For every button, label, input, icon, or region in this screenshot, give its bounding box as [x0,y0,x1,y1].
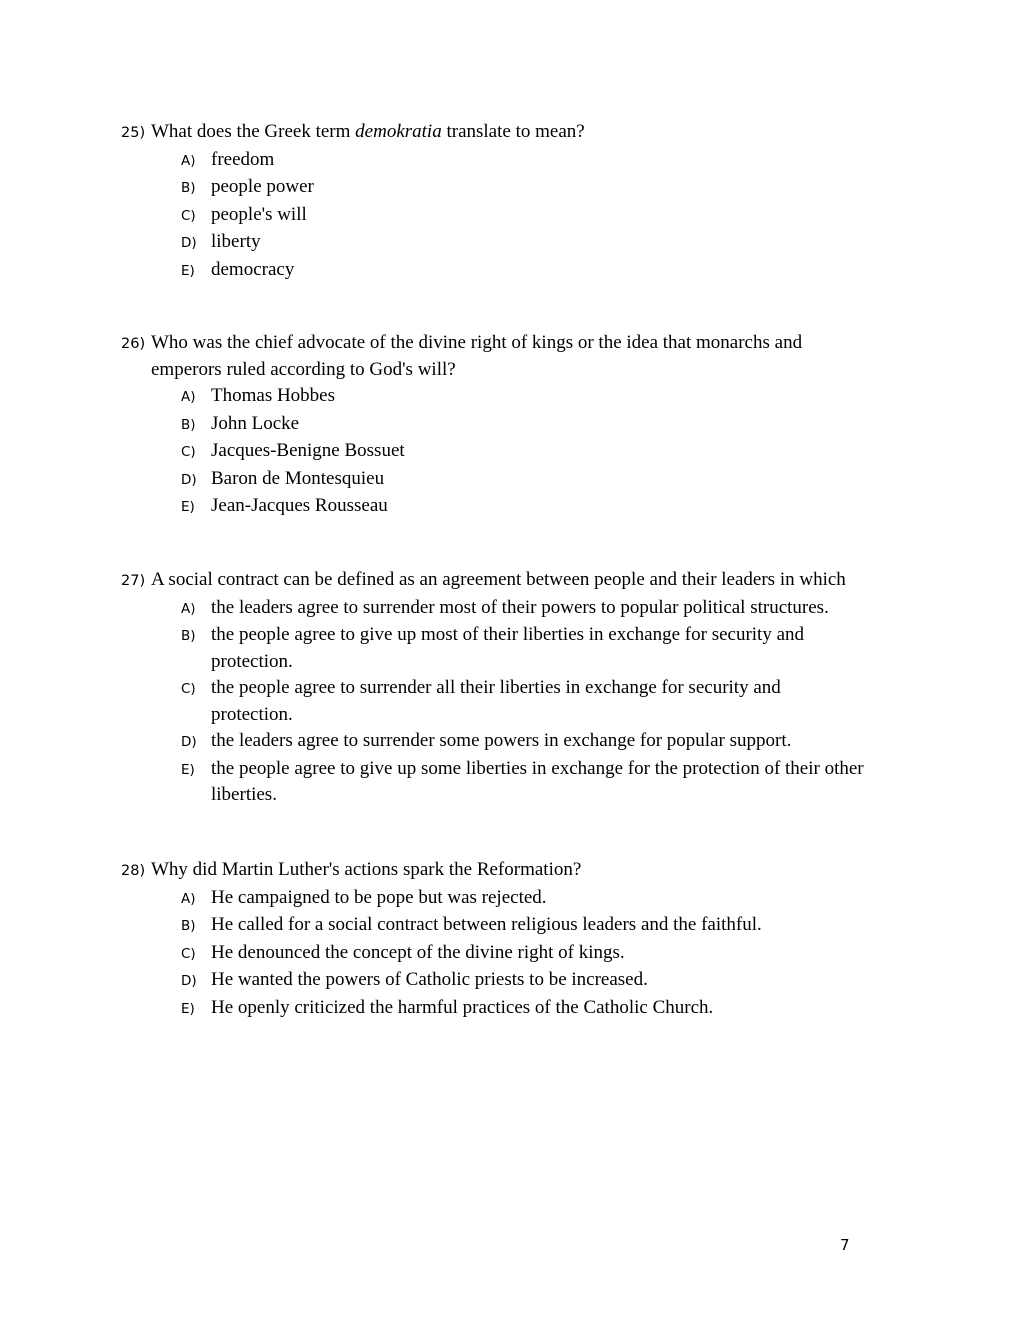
option-letter: A) [181,389,196,405]
option-text: liberty [211,231,261,252]
answer-option [181,147,911,175]
option-text: the leaders agree to surrender some powers in exchange for popular support. [211,730,792,751]
answer-option [181,202,911,230]
question-25 [121,119,911,284]
question-stem [121,330,911,383]
option-letter: D) [181,734,197,750]
option-letter: E) [181,1000,195,1017]
option-letter: B) [181,628,196,644]
option-letter: D) [181,235,197,251]
question-26 [121,330,911,521]
option-letter: C) [181,444,196,460]
answer-option [181,622,911,675]
option-text: people power [211,176,314,197]
option-text: He called for a social contract between religious leaders and the faithful. [211,914,762,935]
option-letter: D) [181,471,197,488]
question-stem [121,119,911,147]
answer-option [181,595,911,623]
answer-option [181,438,911,466]
answer-option [181,493,911,521]
answer-option [181,174,911,202]
answer-option [181,885,911,913]
answer-option [181,383,911,411]
question-text: Who was the chief advocate of the divine right of kings or the idea that monarchs and emperors ruled according to God's will? [151,332,803,380]
option-letter: C) [181,945,196,962]
option-text: the people agree to surrender all their liberties in exchange for security and protection. [211,677,781,725]
option-letter: D) [181,973,197,989]
answer-option [181,257,911,285]
question-stem [121,567,911,595]
option-text: Thomas Hobbes [211,385,336,406]
option-text: He denounced the concept of the divine right of kings. [211,941,625,963]
option-letter: A) [181,890,196,907]
option-letter: B) [181,918,196,934]
option-text: the people agree to give up some liberties in exchange for the protection of their other liberties. [211,757,864,805]
answer-option [181,940,911,968]
option-letter: E) [181,262,195,279]
option-letter: E) [181,761,195,778]
question-text: What does the Greek term demokratia translate to mean? [151,121,585,142]
italic-term: demokratia [355,121,442,142]
option-text: the people agree to give up most of their liberties in exchange for security and protection. [211,624,805,672]
option-letter: C) [181,207,196,224]
option-text: He openly criticized the harmful practices of the Catholic Church. [211,996,714,1018]
option-text: He campaigned to be pope but was rejected. [211,886,547,908]
option-text: Baron de Montesquieu [211,467,385,489]
question-number: 26) [121,336,146,352]
option-text: Jacques-Benigne Bossuet [211,440,405,461]
option-text: freedom [211,148,275,170]
option-letter: A) [181,152,196,169]
answer-option [181,675,911,728]
question-text: A social contract can be defined as an agreement between people and their leaders in which [151,569,846,590]
question-28 [121,857,911,1022]
answer-option [181,466,911,494]
answer-option [181,995,911,1023]
answer-option [181,756,911,809]
question-number: 25) [121,125,146,141]
answer-option [181,912,911,940]
question-number: 28) [121,863,146,879]
option-text: democracy [211,258,295,280]
answer-option [181,728,911,756]
question-27 [121,567,911,809]
option-letter: E) [181,499,195,515]
option-text: people's will [211,203,307,225]
question-text: Why did Martin Luther's actions spark the Reformation? [151,859,582,880]
answer-option [181,967,911,995]
option-letter: B) [181,416,196,433]
option-text: He wanted the powers of Catholic priests to be increased. [211,969,648,990]
page-number: 7 [840,1236,850,1254]
question-stem [121,857,911,885]
question-number: 27) [121,573,146,589]
option-text: John Locke [211,412,300,434]
answer-option [181,229,911,257]
answer-option [181,411,911,439]
option-letter: B) [181,180,196,196]
option-text: the leaders agree to surrender most of their powers to popular political structures. [211,596,829,618]
option-text: Jean-Jacques Rousseau [211,495,388,516]
option-letter: C) [181,681,196,697]
option-letter: A) [181,600,196,617]
